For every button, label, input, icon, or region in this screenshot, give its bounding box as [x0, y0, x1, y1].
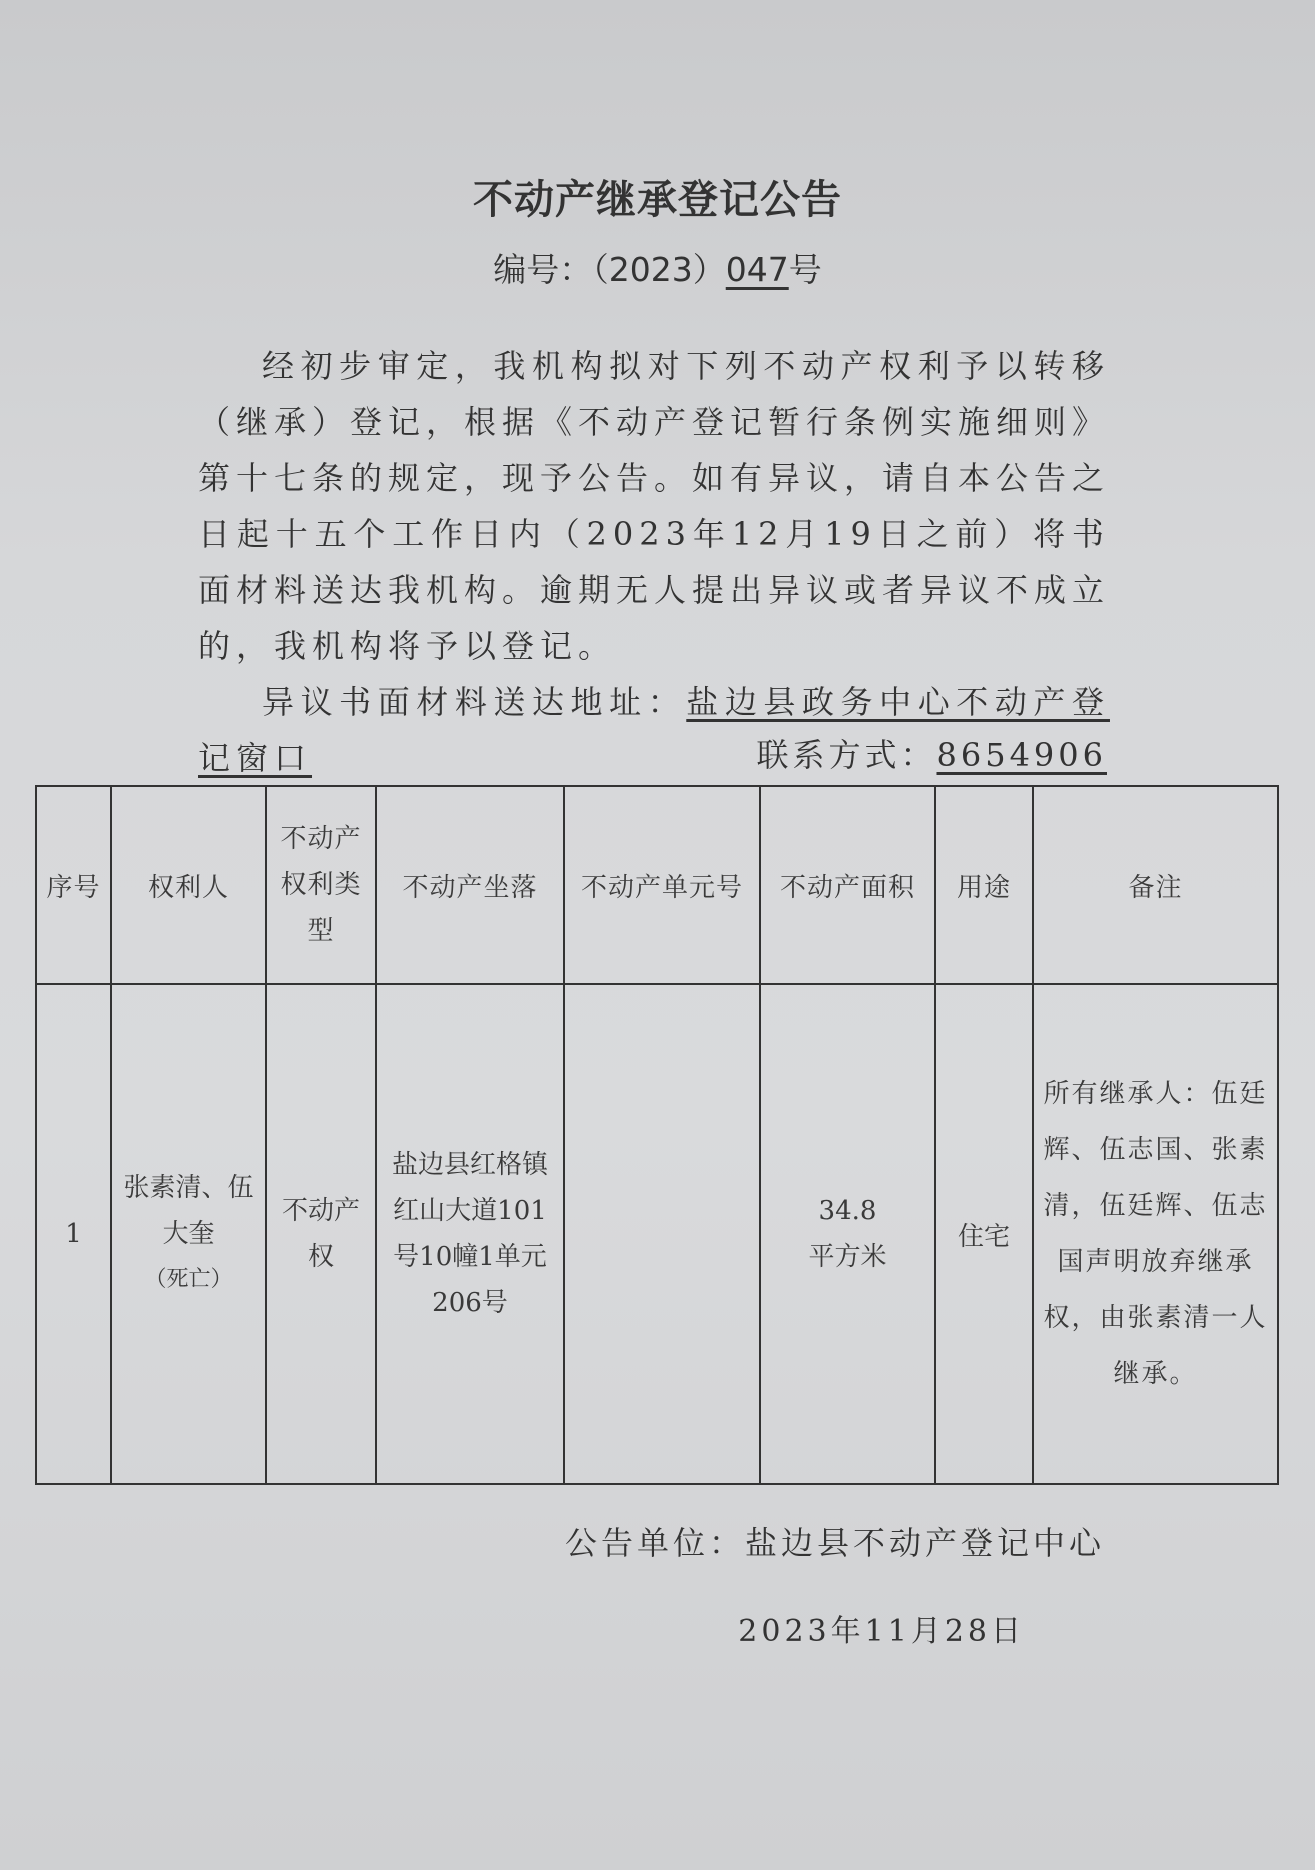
holder-names: 张素清、伍大奎 [123, 1173, 254, 1249]
doc-number-prefix: 编号：（2023） [493, 250, 726, 289]
document-number [0, 244, 1315, 291]
cell-area [760, 984, 935, 1484]
header-location: 不动产坐落 [376, 786, 564, 984]
cell-usage: 住宅 [935, 984, 1033, 1484]
header-area: 不动产面积 [760, 786, 935, 984]
objection-address-label: 异议书面材料送达地址： [262, 683, 687, 721]
notice-body [198, 338, 1110, 786]
contact-phone: 8654906 [936, 736, 1107, 774]
contact-line [756, 730, 1107, 776]
doc-number-value: 047 [725, 250, 789, 289]
cell-location: 盐边县红格镇红山大道101号10幢1单元206号 [376, 984, 564, 1484]
cell-remarks: 所有继承人：伍廷辉、伍志国、张素清，伍廷辉、伍志国声明放弃继承权，由张素清一人继承。 [1033, 984, 1278, 1484]
area-value: 34.8 [818, 1196, 877, 1226]
holder-deceased-note: （死亡） [144, 1267, 233, 1292]
cell-holder [111, 984, 266, 1484]
contact-label: 联系方式： [756, 736, 937, 774]
objection-address-value: 盐边县政务中心不动产登记窗口 [198, 683, 1110, 777]
cell-unit-no [564, 984, 760, 1484]
table-header-row [36, 786, 1278, 984]
table-row [36, 984, 1278, 1484]
header-right-type: 不动产权利类型 [266, 786, 376, 984]
header-unit-no: 不动产单元号 [564, 786, 760, 984]
area-unit: 平方米 [808, 1242, 887, 1272]
issue-date: 2023年11月28日 [738, 1614, 1025, 1649]
cell-right-type: 不动产权 [266, 984, 376, 1484]
issuer-line: 公告单位：盐边县不动产登记中心 [564, 1524, 1105, 1562]
header-holder: 权利人 [111, 786, 266, 984]
header-usage: 用途 [935, 786, 1033, 984]
header-seq: 序号 [36, 786, 111, 984]
cell-seq: 1 [36, 984, 111, 1484]
notice-title: 不动产继承登记公告 [473, 177, 842, 223]
registration-table [35, 785, 1279, 1485]
doc-number-suffix: 号 [788, 250, 822, 289]
notice-paragraph: 经初步审定，我机构拟对下列不动产权利予以转移（继承）登记，根据《不动产登记暂行条例实施细则》第十七条的规定，现予公告。如有异议，请自本公告之日起十五个工作日内（2023年12月19日之前）将书面材料送达我机构。逾期无人提出异议或者异议不成立的，我机构将予以登记。 [198, 347, 1111, 665]
header-remarks: 备注 [1033, 786, 1278, 984]
